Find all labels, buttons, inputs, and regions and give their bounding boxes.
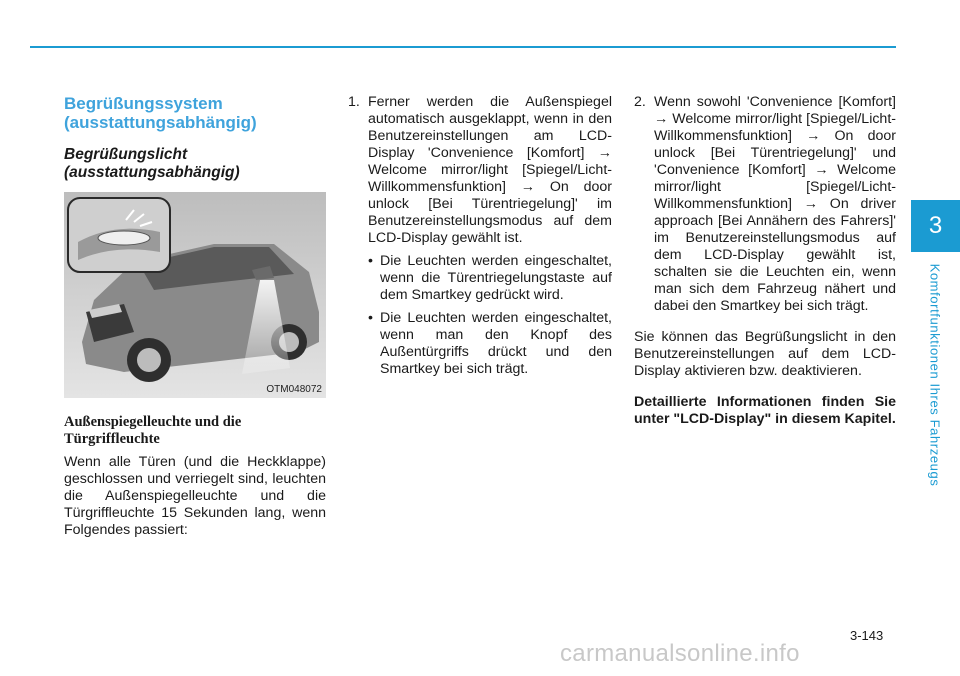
- item-number: 2.: [634, 94, 646, 110]
- list-item: [348, 94, 612, 247]
- chapter-side-title: Komfortfunktionen Ihres Fahrzeugs: [927, 263, 943, 487]
- bullet-list: [368, 253, 612, 378]
- bullet-icon: •: [368, 253, 373, 269]
- bullet-text: Die Leuchten werden eingeschaltet, wenn man den Knopf des Außentürgriffs drückt und den Smartkey bei sich trägt.: [380, 310, 612, 377]
- list-item: [634, 94, 896, 315]
- car-welcome-light-figure: [64, 192, 326, 398]
- subsection-heading: Begrüßungslicht (ausstattungsabhängig): [64, 146, 240, 181]
- item-text: Ferner werden die Außenspiegel automatisch ausgeklappt, wenn in den Benutzereinstellungen am LCD-Display 'Convenience [Komfort] → Welcome mirror/light [Spiegel/Licht-Willkommensfunktion] → On door unlock [Bei Türentriegelung]' im Benutzereinstellungsmodus auf dem LCD-Display gewählt ist.: [368, 94, 612, 246]
- bullet-item: [368, 253, 612, 304]
- page-number: 3-143: [850, 628, 884, 643]
- column-right: [634, 94, 896, 428]
- bullet-item: [368, 310, 612, 378]
- item-number: 1.: [348, 94, 360, 110]
- bullet-text: Die Leuchten werden eingeschaltet, wenn die Türentriegelungstaste auf dem Smartkey gedrückt wird.: [380, 253, 612, 303]
- chapter-tab: [911, 200, 960, 252]
- watermark: carmanualsonline.info: [560, 640, 800, 667]
- figure-code: OTM048072: [266, 384, 322, 395]
- column-middle: [348, 94, 612, 384]
- header-rule: [30, 46, 896, 48]
- item-text: Wenn sowohl 'Convenience [Komfort] → Welcome mirror/light [Spiegel/Licht-Willkommensfunktion] → On door unlock [Bei Türentriegelung]' und 'Convenience [Komfort] → Welcome mirror/light [Spiegel/Licht-Willkommensfunktion] → On driver approach [Bei Annähern des Fahrers]' im Benutzereinstellungsmodus auf dem LCD-Display gewählt ist, schalten sie die Leuchten ein, wenn man sich dem Fahrzeug nähert und dabei den Smartkey bei sich trägt.: [654, 94, 896, 314]
- settings-paragraph: Sie können das Begrüßungslicht in den Benutzereinstellungen auf dem LCD-Display aktivieren bzw. deaktivieren.: [634, 329, 896, 379]
- chapter-number: 3: [928, 212, 943, 239]
- intro-paragraph: Wenn alle Türen (und die Heckklappe) geschlossen und verriegelt sind, leuchten die Außenspiegelleuchte und die Türgriffleuchte 15 Sekunden lang, wenn Folgendes passiert:: [64, 454, 326, 538]
- mirror-light-heading: Außenspiegelleuchte und die Türgriffleuchte: [64, 414, 242, 447]
- section-heading: Begrüßungssystem (ausstattungsabhängig): [64, 94, 257, 132]
- column-left: [64, 94, 326, 539]
- info-note: Detaillierte Informationen finden Sie unter "LCD-Display" in diesem Kapitel.: [634, 394, 896, 427]
- car-illustration: [64, 192, 326, 398]
- bullet-icon: •: [368, 310, 373, 326]
